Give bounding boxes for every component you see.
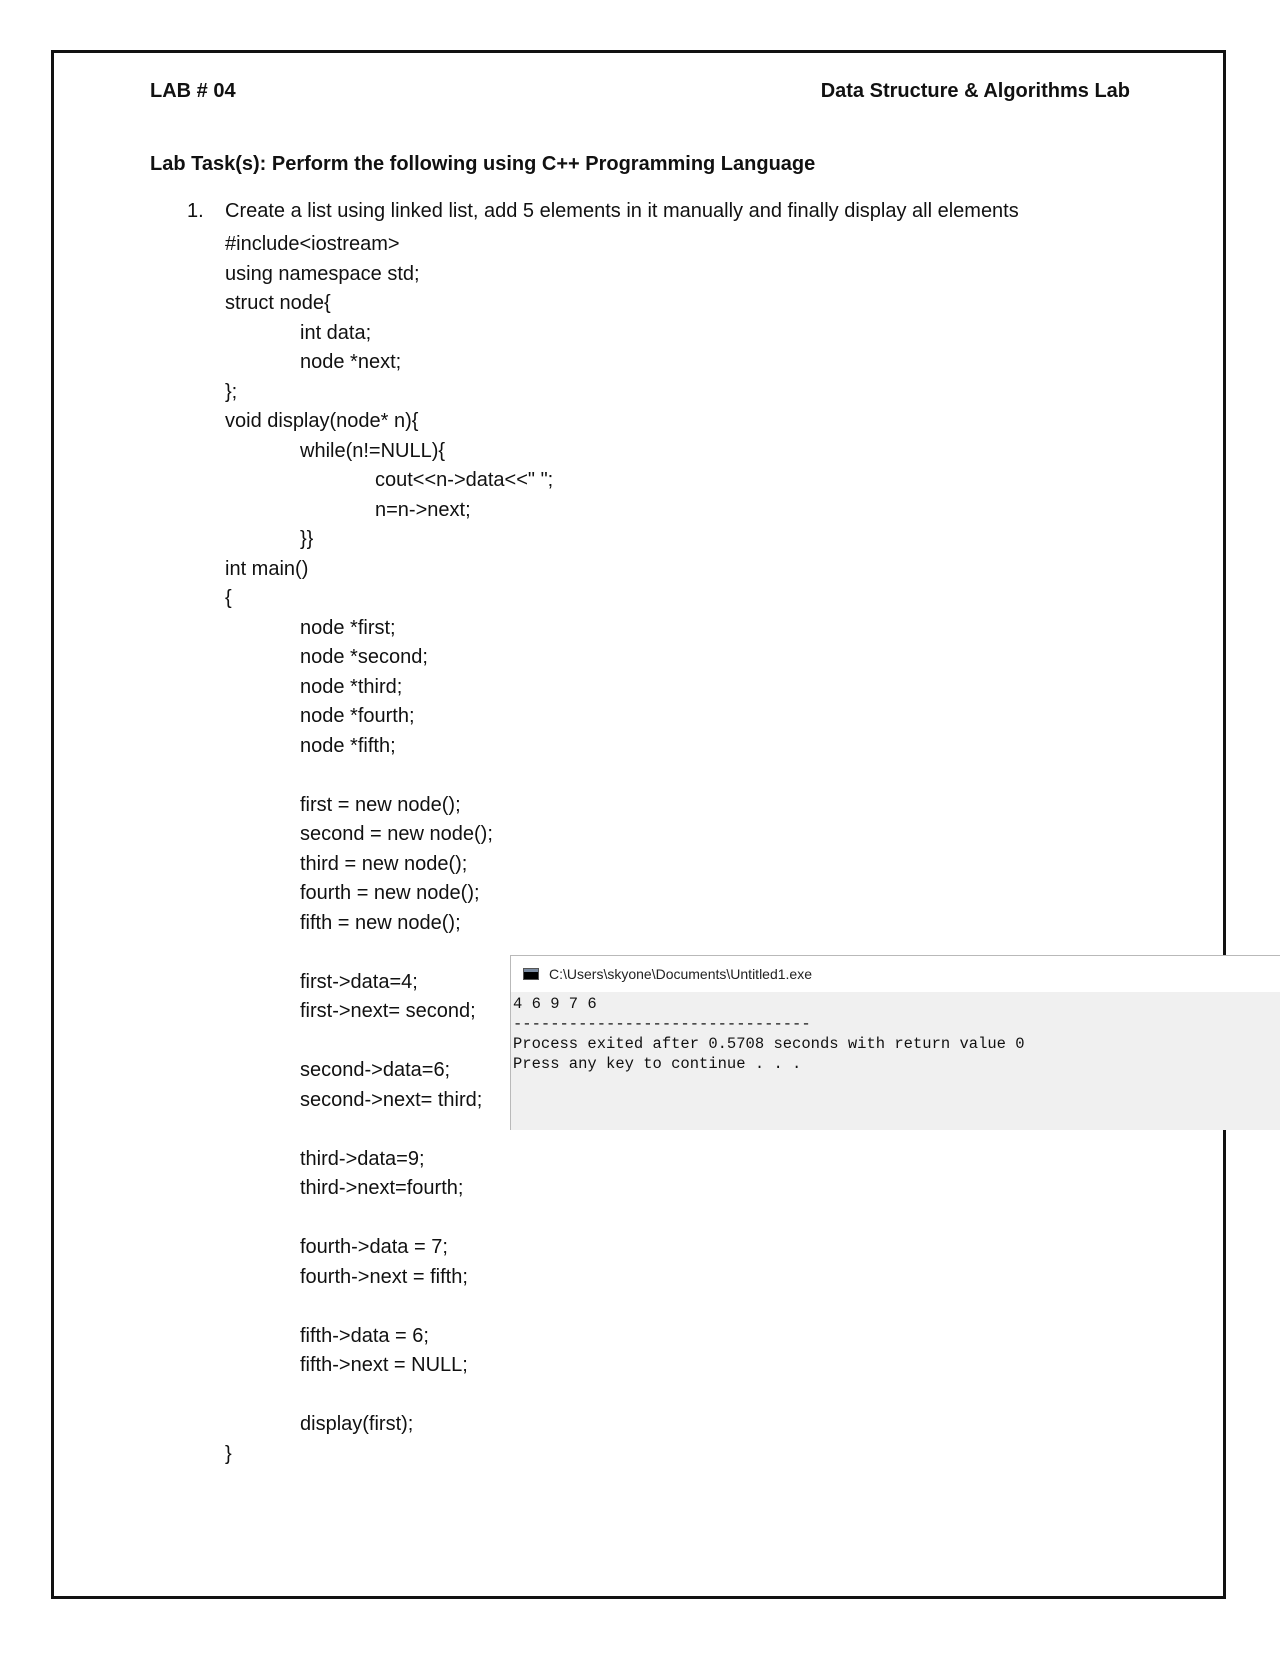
console-output-line: Process exited after 0.5708 seconds with return value 0 [513,1035,1025,1053]
console-output-line: -------------------------------- [513,1015,811,1033]
code-line: }} [300,528,314,550]
code-line: fourth = new node(); [300,882,480,904]
code-line: third = new node(); [300,852,468,875]
code-line: second->data=6; [300,1059,451,1081]
console-title: C:\Users\skyone\Documents\Untitled1.exe [549,966,812,982]
code-line: void display(node* n){ [225,410,419,432]
code-line: } [225,1442,232,1465]
code-line: second = new node(); [300,823,493,845]
code-line: node *next; [300,351,402,373]
console-output-line: 4 6 9 7 6 [513,995,597,1013]
code-line: node *third; [300,675,403,698]
code-line: cout<<n->data<<" "; [375,469,554,491]
code-line: fourth->next = fifth; [300,1265,468,1288]
code-line: third->data=9; [300,1147,425,1170]
console-output-line: Press any key to continue . . . [513,1055,802,1073]
code-line: node *first; [300,616,396,639]
code-line: node *second; [300,646,428,668]
code-line: second->next= third; [300,1088,483,1111]
code-line: int data; [300,321,372,344]
console-output [511,992,1280,1074]
code-line: #include<iostream> [225,233,400,255]
code-line: struct node{ [225,292,331,314]
code-line: fifth->next = NULL; [300,1354,468,1376]
code-line: fifth->data = 6; [300,1324,429,1347]
lab-number: LAB # 04 [150,80,236,102]
console-titlebar[interactable] [511,956,1280,992]
code-line: node *fifth; [300,734,396,757]
code-line: fifth = new node(); [300,911,461,934]
task-description: Create a list using linked list, add 5 elements in it manually and finally display all elements [225,200,1019,222]
code-line: }; [225,380,238,403]
code-line: first->next= second; [300,1000,476,1022]
code-line: int main() [225,557,309,580]
code-line: while(n!=NULL){ [300,439,446,462]
code-line: node *fourth; [300,705,415,727]
code-line: { [225,587,232,609]
task-number: 1. [187,200,204,222]
course-title: Data Structure & Algorithms Lab [820,80,1130,102]
code-line: display(first); [300,1413,414,1435]
code-line: n=n->next; [375,498,471,521]
code-line: first = new node(); [300,793,461,816]
code-line: using namespace std; [225,262,420,285]
console-app-icon [523,968,539,980]
console-window[interactable] [510,955,1280,1130]
section-heading: Lab Task(s): Perform the following using C++ Programming Language [150,153,816,175]
code-line: fourth->data = 7; [300,1236,448,1258]
code-line: third->next=fourth; [300,1177,464,1199]
code-line: first->data=4; [300,970,418,993]
